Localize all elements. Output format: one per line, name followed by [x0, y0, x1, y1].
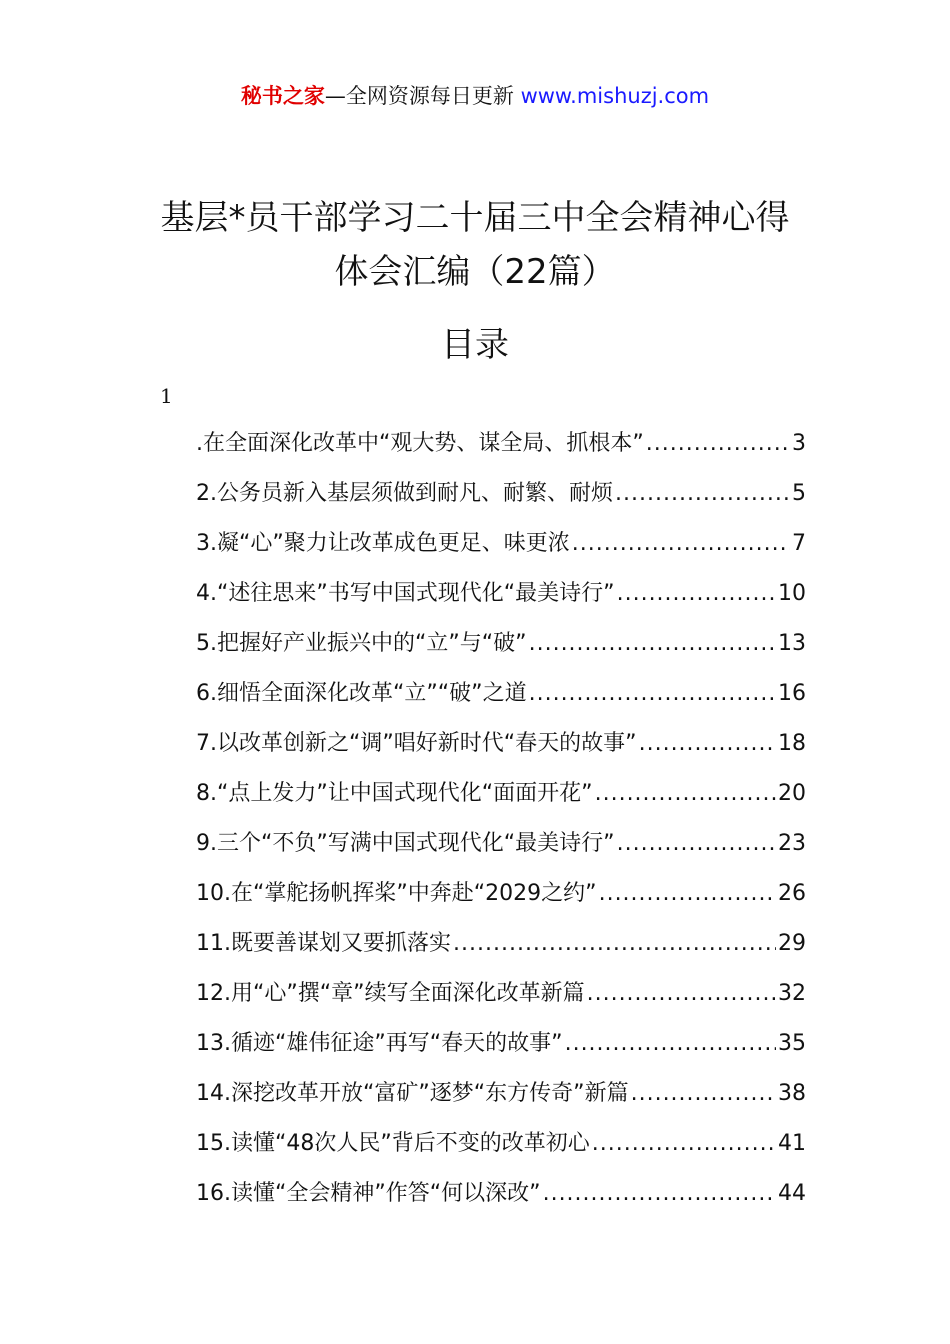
toc-entry-title: 11.既要善谋划又要抓落实 [196, 931, 451, 956]
toc-entry-page: 7 [792, 531, 806, 556]
toc-entry-title: 16.读懂“全会精神”作答“何以深改” [196, 1181, 541, 1206]
toc-entry-page: 41 [778, 1131, 806, 1156]
toc-dot-leader [617, 824, 776, 864]
toc-entry-title: 6.细悟全面深化改革“立”“破”之道 [196, 681, 527, 706]
title-line-2: 体会汇编（22篇） [334, 251, 616, 292]
toc-entry-page: 3 [792, 431, 806, 456]
toc-entry-page: 32 [778, 981, 806, 1006]
toc-entry[interactable] [196, 1024, 806, 1074]
toc-dot-leader [599, 874, 776, 914]
toc-dot-leader [646, 424, 790, 464]
toc-entry-title: 3.凝“心”聚力让改革成色更足、味更浓 [196, 531, 570, 556]
toc-entry[interactable] [196, 1174, 806, 1224]
toc-entry-page: 18 [778, 731, 806, 756]
toc-dot-leader [572, 524, 790, 564]
toc-entry[interactable] [196, 724, 806, 774]
toc-entry-title: 4.“述往思来”书写中国式现代化“最美诗行” [196, 581, 615, 606]
title-line-1: 基层*员干部学习二十届三中全会精神心得 [160, 197, 790, 238]
toc-entry-title: 5.把握好产业振兴中的“立”与“破” [196, 631, 527, 656]
toc-entry-page: 16 [778, 681, 806, 706]
toc-entry-page: 5 [792, 481, 806, 506]
toc-entry-page: 13 [778, 631, 806, 656]
toc-entry-page: 26 [778, 881, 806, 906]
toc-entry[interactable] [196, 674, 806, 724]
toc-entry-title: 13.循迹“雄伟征途”再写“春天的故事” [196, 1031, 563, 1056]
toc-entry[interactable] [196, 874, 806, 924]
toc-entry-title: 12.用“心”撰“章”续写全面深化改革新篇 [196, 981, 585, 1006]
toc-entry[interactable] [196, 574, 806, 624]
toc-entry[interactable] [196, 424, 806, 474]
toc-dot-leader [639, 724, 776, 764]
toc-entry[interactable] [196, 924, 806, 974]
toc-dot-leader [592, 1124, 776, 1164]
site-link[interactable]: www.mishuzj.com [520, 84, 710, 108]
toc-dot-leader [617, 574, 776, 614]
toc-entry-page: 44 [778, 1181, 806, 1206]
toc-entry[interactable] [196, 774, 806, 824]
toc-dot-leader [529, 624, 776, 664]
toc-entry-page: 20 [778, 781, 806, 806]
toc-dot-leader [631, 1074, 776, 1114]
brand-name: 秘书之家 [240, 84, 325, 108]
toc-dot-leader [565, 1024, 776, 1064]
toc-dot-leader [543, 1174, 776, 1214]
toc-entry[interactable] [196, 624, 806, 674]
document-title [100, 191, 850, 299]
toc-entry[interactable] [196, 824, 806, 874]
toc-entry-page: 35 [778, 1031, 806, 1056]
toc-entry[interactable] [196, 474, 806, 524]
toc-entry-title: 14.深挖改革开放“富矿”逐梦“东方传奇”新篇 [196, 1081, 629, 1106]
toc-entry-title: 10.在“掌舵扬帆挥桨”中奔赴“2029之约” [196, 881, 597, 906]
toc-dot-leader [587, 974, 776, 1014]
toc-entry[interactable] [196, 1124, 806, 1174]
toc-dot-leader [529, 674, 776, 714]
toc-entry[interactable] [196, 974, 806, 1024]
site-header [0, 80, 950, 112]
toc-entry-page: 23 [778, 831, 806, 856]
toc-heading: 目录 [441, 325, 509, 365]
toc-entry-title: 2.公务员新入基层须做到耐凡、耐繁、耐烦 [196, 481, 613, 506]
toc-dot-leader [453, 924, 776, 964]
toc-entry[interactable] [196, 1074, 806, 1124]
toc-entry-title: .在全面深化改革中“观大势、谋全局、抓根本” [196, 431, 644, 456]
toc-entry-page: 38 [778, 1081, 806, 1106]
toc-entry[interactable] [196, 524, 806, 574]
header-tagline: —全网资源每日更新 [324, 84, 521, 108]
toc-entry-title: 9.三个“不负”写满中国式现代化“最美诗行” [196, 831, 615, 856]
toc-dot-leader [615, 474, 790, 514]
toc-entry-page: 29 [778, 931, 806, 956]
toc-entry-title: 15.读懂“48次人民”背后不变的改革初心 [196, 1131, 590, 1156]
table-of-contents [196, 424, 806, 1224]
toc-entry-title: 7.以改革创新之“调”唱好新时代“春天的故事” [196, 731, 637, 756]
page-marker: 1 [160, 384, 173, 408]
toc-dot-leader [595, 774, 776, 814]
toc-entry-title: 8.“点上发力”让中国式现代化“面面开花” [196, 781, 593, 806]
toc-entry-page: 10 [778, 581, 806, 606]
